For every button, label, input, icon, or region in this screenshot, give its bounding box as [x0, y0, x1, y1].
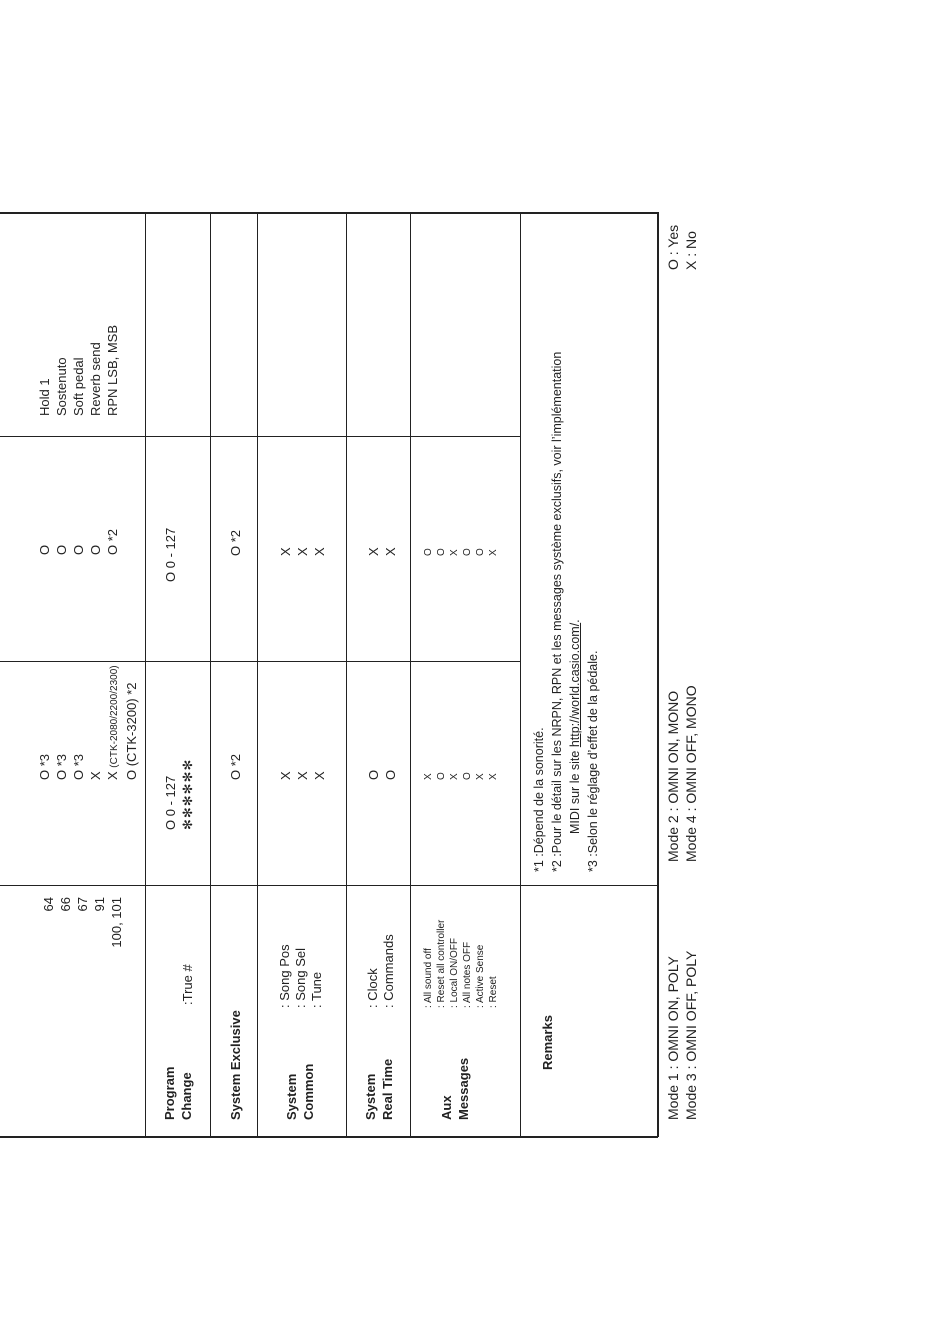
cc-numbers: 64 66 67 91 100, 101: [41, 897, 124, 948]
system-exclusive-label: System Exclusive: [228, 1010, 243, 1120]
row-divider-system-common: [257, 212, 258, 1137]
row-divider-aux-messages: [410, 212, 411, 1137]
legend: O : Yes X : No: [665, 224, 699, 270]
system-common-recognized: X X X: [278, 547, 327, 556]
aux-messages-recognized: O O X O O X: [423, 548, 499, 556]
system-realtime-transmitted: O O: [366, 769, 398, 780]
program-change-transmitted: O 0 - 127 ✻✻✻✻✻✻: [163, 758, 195, 830]
aux-messages-items: : All sound off : Reset all controller : Local ON/OFF : All notes OFF : Active Sense : Reset: [423, 919, 499, 1008]
cc-recognized: O O O O O *2: [37, 528, 120, 555]
system-realtime-recognized: X X: [366, 547, 398, 556]
row-divider-program-change: [145, 212, 146, 1137]
program-change-label: Program Change: [162, 1066, 194, 1120]
program-change-sub: :True #: [180, 964, 195, 1005]
modes-left: Mode 1 : OMNI ON, POLY Mode 3 : OMNI OFF, POLY: [665, 950, 699, 1120]
system-exclusive-transmitted: O *2: [228, 753, 243, 780]
aux-messages-transmitted: X O X O X X: [423, 772, 499, 780]
casio-link[interactable]: http://world.casio.com/: [568, 622, 582, 748]
modes-right: Mode 2 : OMNI ON, MONO Mode 4 : OMNI OFF, MONO: [665, 685, 699, 862]
row-divider-system-realtime: [346, 212, 347, 1137]
remarks-notes: *1 :Dépend de la sonorité. *2 :Pour le détail sur les NRPN, RPN et les messages système exclusifs, voir l’implémentation MIDI sur le site http://world.casio.com/. *3 :Selon le réglage d’effet de la pédale.: [532, 351, 600, 872]
cc-remarks: Hold 1 Sostenuto Soft pedal Reverb send RPN LSB, MSB: [37, 324, 120, 416]
system-common-label: System Common: [284, 1063, 316, 1120]
col-divider-3: [0, 436, 521, 437]
remarks-label: Remarks: [540, 1015, 555, 1070]
col-divider-1: [0, 885, 658, 886]
system-exclusive-recognized: O *2: [228, 529, 243, 556]
program-change-recognized: O 0 - 127: [163, 527, 178, 582]
row-divider-system-exclusive: [210, 212, 211, 1137]
table-bottom-border: [0, 1136, 658, 1138]
table-right-border: [657, 212, 659, 1137]
table-top-border: [0, 212, 658, 214]
system-realtime-label: System Real Time: [363, 1058, 395, 1120]
aux-messages-label: Aux Messages: [439, 1057, 471, 1120]
col-divider-2: [0, 661, 521, 662]
row-divider-remarks: [520, 212, 521, 1137]
system-common-items: : Song Pos : Song Sel : Tune: [277, 944, 324, 1008]
system-common-transmitted: X X X: [278, 771, 327, 780]
cc-transmitted: O *3 O *3 O *3 X X (CTK-2080/2200/2300) O (CTK-3200) *2: [37, 665, 139, 780]
system-realtime-items: : Clock : Commands: [365, 934, 396, 1008]
